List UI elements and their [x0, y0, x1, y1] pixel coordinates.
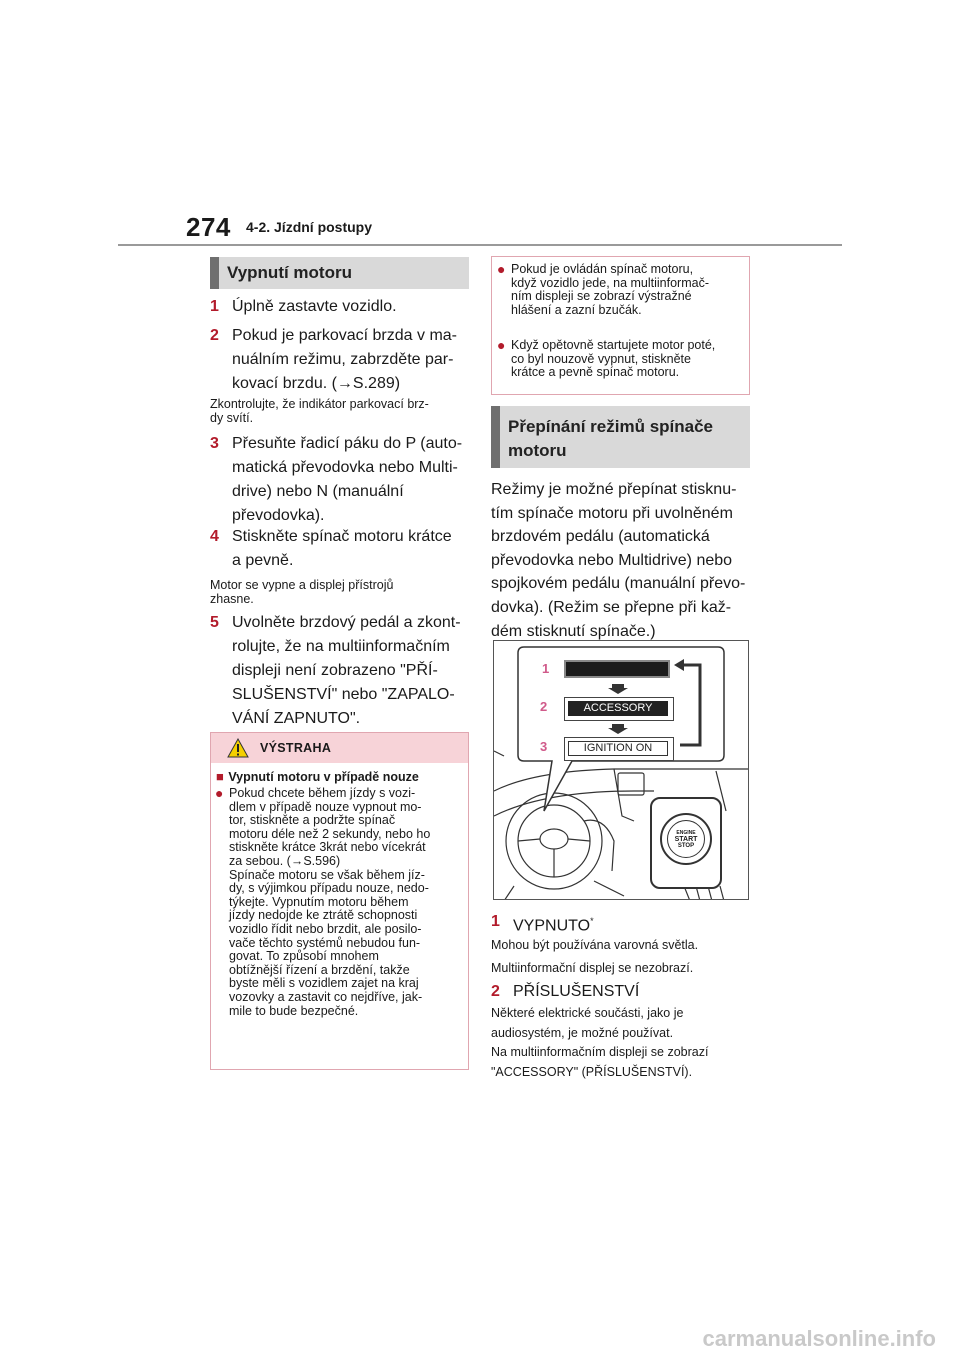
heading-engine-off: [210, 257, 469, 289]
mode-1-item: [491, 910, 753, 934]
step-text: Uvolněte brzdový pedál a zkont-: [232, 614, 461, 631]
note-parking-brake: [210, 397, 470, 425]
step-text: drive) nebo N (manuální: [232, 483, 404, 500]
mode-number-1: 1: [542, 661, 550, 676]
step-number: 5: [210, 614, 219, 631]
mode-2-item: [491, 980, 753, 1004]
page-number: 274: [186, 212, 231, 242]
step-text: SLUŠENSTVÍ" nebo "ZAPALO-: [232, 686, 455, 703]
warning-subheading: [216, 768, 466, 786]
step-5: [210, 611, 470, 731]
warning-line: dlem v případě nouze vypnout mo-: [229, 799, 422, 814]
step-1: [210, 295, 470, 319]
para-line: dovka). (Režim se přepne při kaž-: [491, 598, 732, 616]
warning-line: dy, s výjimkou případu nouze, nedo-: [229, 881, 429, 896]
warning-header: [211, 733, 468, 763]
step-number: 1: [210, 298, 219, 315]
heading-engine-off-text: Vypnutí motoru: [227, 263, 352, 282]
mode-display-accessory: ACCESSORY: [568, 701, 668, 716]
note-line: ním displeji se zobrazí výstražné: [511, 289, 692, 304]
note-line: zhasne.: [210, 592, 254, 606]
step-text: matická převodovka nebo Multi-: [232, 459, 458, 476]
heading-switch-modes: [491, 406, 750, 468]
mode-number: 2: [491, 983, 500, 1000]
heading-line: motoru: [508, 441, 567, 460]
note-line: hlášení a zazní bzučák.: [511, 302, 642, 317]
warning-subheading-text: Vypnutí motoru v případě nouze: [228, 770, 419, 784]
note-line: Motor se vypne a displej přístrojů: [210, 578, 394, 592]
step-text: kovací brzdu. (→S.289): [232, 375, 401, 392]
footnote-mark: *: [590, 916, 594, 926]
mode-display-ignition-frame: [564, 737, 674, 761]
note-line: krátce a pevně spínač motoru.: [511, 365, 680, 380]
para-line: dém stisknutí spínače.): [491, 622, 656, 640]
mode-2-line: Na multiinformačním displeji se zobrazí: [491, 1045, 709, 1059]
para-line: Režimy je možné přepínat stisknu-: [491, 481, 737, 498]
step-text: nuálním režimu, zabrzděte par-: [232, 351, 454, 368]
step-text: Přesuňte řadicí páku do P (auto-: [232, 435, 463, 452]
warning-line: byste měli s vozidlem zajet na kraj: [229, 976, 419, 991]
start-button-inset: [650, 797, 722, 889]
warning-line: motoru déle než 2 sekundy, nebo ho: [229, 826, 431, 841]
circle-bullet-icon: ●: [215, 785, 224, 801]
mode-number: 1: [491, 913, 500, 930]
note-line: když vozidlo jede, na multiinformač-: [511, 275, 709, 290]
notes-box: [491, 256, 750, 395]
warning-line: za sebou. (→S.596): [229, 853, 341, 868]
warning-line: týkejte. Vypnutím motoru během: [229, 894, 409, 909]
mode-1-line: Mohou být používána varovná světla.: [491, 938, 699, 952]
step-text: převodovka).: [232, 507, 325, 524]
note-line: Pokud je ovládán spínač motoru,: [511, 262, 694, 276]
warning-line: govat. To způsobí mnohem: [229, 949, 379, 964]
note-item-1: [511, 263, 747, 317]
step-text: Pokud je parkovací brzda v ma-: [232, 327, 457, 344]
warning-box: [210, 732, 469, 1070]
warning-line: Pokud chcete během jízdy s vozi-: [229, 786, 416, 800]
warning-line: tor, stiskněte a podržte spínač: [229, 813, 396, 828]
switch-modes-paragraph: [491, 478, 753, 643]
step-2: [210, 324, 470, 396]
mode-2-line: audiosystém, je možné používat.: [491, 1025, 674, 1040]
circle-bullet-icon: ●: [497, 337, 506, 353]
step-text: displeji není zobrazeno "PŘÍ-: [232, 662, 438, 679]
mode-1-line: Multiinformační displej se nezobrazí.: [491, 961, 694, 975]
circle-bullet-icon: ●: [497, 261, 506, 277]
step-text: Stiskněte spínač motoru krátce: [232, 528, 452, 545]
step-3: [210, 432, 470, 528]
step-text: rolujte, že na multiinformačním: [232, 638, 450, 655]
warning-line: vozovky a zastavit co nejdříve, jak-: [229, 989, 423, 1004]
square-bullet-icon: ■: [216, 769, 224, 784]
para-line: brzdovém pedálu (automatická: [491, 528, 710, 546]
mode-number-3: 3: [540, 739, 548, 754]
start-stop-button-icon: [660, 813, 712, 865]
note-line: Když opětovně startujete motor poté,: [511, 338, 716, 352]
step-number: 4: [210, 528, 219, 545]
para-line: spojkovém pedálu (manuální převo-: [491, 575, 746, 593]
note-line: dy svítí.: [210, 411, 254, 425]
step-text: Úplně zastavte vozidlo.: [232, 298, 397, 315]
warning-body: [229, 787, 469, 1018]
mode-2-description: [491, 1004, 753, 1082]
note-engine-off: [210, 578, 470, 606]
mode-2-line: Některé elektrické součásti, jako je: [491, 1006, 684, 1020]
mode-1-label-text: VYPNUTO: [513, 917, 591, 935]
warning-line: vozidlo řídit nebo brzdit, ale posilo-: [229, 921, 422, 936]
warning-line: Spínače motoru se však během jíz-: [229, 867, 425, 882]
button-text-engine: ENGINE: [676, 830, 696, 836]
section-title: 4-2. Jízdní postupy: [246, 219, 373, 235]
warning-line: vače těchto systémů nebudou fun-: [229, 935, 421, 950]
mode-number-2: 2: [540, 699, 548, 714]
warning-line: stiskněte krátce 3krát nebo vícekrát: [229, 840, 426, 855]
note-line: Zkontrolujte, že indikátor parkovací brz-: [210, 397, 429, 411]
note-line: co byl nouzově vypnut, stiskněte: [511, 351, 691, 366]
step-text: VÁNÍ ZAPNUTO".: [232, 710, 361, 727]
mode-display-off: [564, 660, 670, 678]
heading-line: Přepínání režimů spínače: [508, 417, 714, 436]
warning-title: VÝSTRAHA: [260, 741, 332, 755]
warning-triangle-icon: [227, 738, 249, 758]
note-item-2: [511, 339, 747, 380]
para-line: tím spínače motoru při uvolněném: [491, 504, 733, 522]
para-line: převodovka nebo Multidrive) nebo: [491, 551, 733, 569]
mode-display-ignition: IGNITION ON: [568, 741, 668, 756]
header-rule: [118, 244, 842, 246]
warning-line: mile to bude bezpečné.: [229, 1003, 359, 1018]
warning-line: jízdy nedojde ke ztrátě schopnosti: [229, 908, 418, 923]
button-text-start: START: [674, 836, 698, 843]
button-text-stop: STOP: [677, 843, 695, 849]
mode-2-label: PŘÍSLUŠENSTVÍ: [513, 983, 640, 1000]
mode-1-description: [491, 934, 753, 980]
step-number: 2: [210, 327, 219, 344]
watermark: carmanualsonline.info: [702, 1326, 936, 1351]
engine-switch-figure: [493, 640, 749, 900]
warning-line: obtížnější řízení a brzdění, takže: [229, 962, 410, 977]
mode-2-line: "ACCESSORY" (PŘÍSLUŠENSTVÍ).: [491, 1064, 693, 1079]
mode-display-accessory-frame: [564, 697, 674, 721]
step-4: [210, 525, 470, 573]
step-number: 3: [210, 435, 219, 452]
step-text: a pevně.: [232, 552, 294, 569]
